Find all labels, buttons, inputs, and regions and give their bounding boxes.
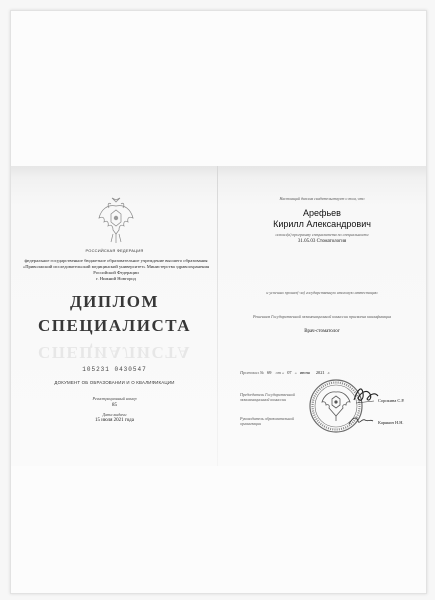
graduate-surname: Арефьев <box>303 208 341 218</box>
diploma-right-page <box>218 166 426 466</box>
program-text: освоил(а) программу специалитета по специальности <box>275 232 369 237</box>
registration-label: Регистрационный номер <box>92 396 137 401</box>
protocol-year: 2021 <box>315 370 325 375</box>
certify-text: Настоящий диплом свидетельствует о том, что <box>279 196 365 201</box>
institution-text: федеральное государственное бюджетное образовательное учреждение высшего образования «Приволжский исследовательский медицинский университет» Министерства здравоохранения Российской Федерации <box>22 258 210 275</box>
serial-number: 105231 0430547 <box>82 366 147 373</box>
commission-text: Решением Государственной экзаменационной комиссии присвоена квалификация <box>253 314 391 319</box>
head-signature <box>346 412 376 430</box>
protocol-day: 07 <box>287 370 292 375</box>
institution-city: г. Нижний Новгород <box>96 276 136 281</box>
chair-signature <box>352 384 380 406</box>
diploma-title: ДИПЛОМ <box>69 292 160 311</box>
issue-date: 15 июля 2021 года <box>95 418 134 423</box>
attestation-text: и успешно прошел(-ла) государственную итоговую аттестацию <box>266 290 378 295</box>
country-label: РОССИЙСКАЯ ФЕДЕРАЦИЯ <box>85 248 144 253</box>
protocol-month: июня <box>299 370 310 375</box>
graduate-given-names: Кирилл Александрович <box>273 219 371 229</box>
protocol-mid: » <box>294 370 297 375</box>
registration-number: 85 <box>112 403 117 408</box>
diploma-subtitle: СПЕЦИАЛИСТА <box>38 316 191 335</box>
head-label: Руководитель образовательной организации <box>240 416 295 426</box>
issue-date-label: Дата выдачи <box>102 412 127 417</box>
protocol-number: 69 <box>267 370 272 375</box>
protocol-line <box>240 370 420 375</box>
diploma-subtitle-watermark: СПЕЦИАЛИСТА <box>38 343 191 362</box>
document-scan <box>10 10 427 594</box>
chair-name: Сорокина С.Р. <box>378 398 405 403</box>
head-name: Карякин Н.Н. <box>378 420 404 425</box>
coat-of-arms-emblem <box>95 196 137 246</box>
institution-name <box>21 258 211 282</box>
document-type: ДОКУМЕНТ ОБ ОБРАЗОВАНИИ И О КВАЛИФИКАЦИИ <box>54 380 175 385</box>
diploma-left-page <box>11 166 218 466</box>
protocol-suffix: г. <box>327 370 331 375</box>
diploma-spread <box>11 166 426 466</box>
chair-label: Председатель Государственной экзаменационной комиссии <box>240 392 295 402</box>
protocol-label: Протокол № <box>240 370 265 375</box>
protocol-from: от « <box>275 370 285 375</box>
specialty: 31.05.03 Стоматология <box>297 239 347 244</box>
qualification: Врач-стоматолог <box>304 329 340 334</box>
